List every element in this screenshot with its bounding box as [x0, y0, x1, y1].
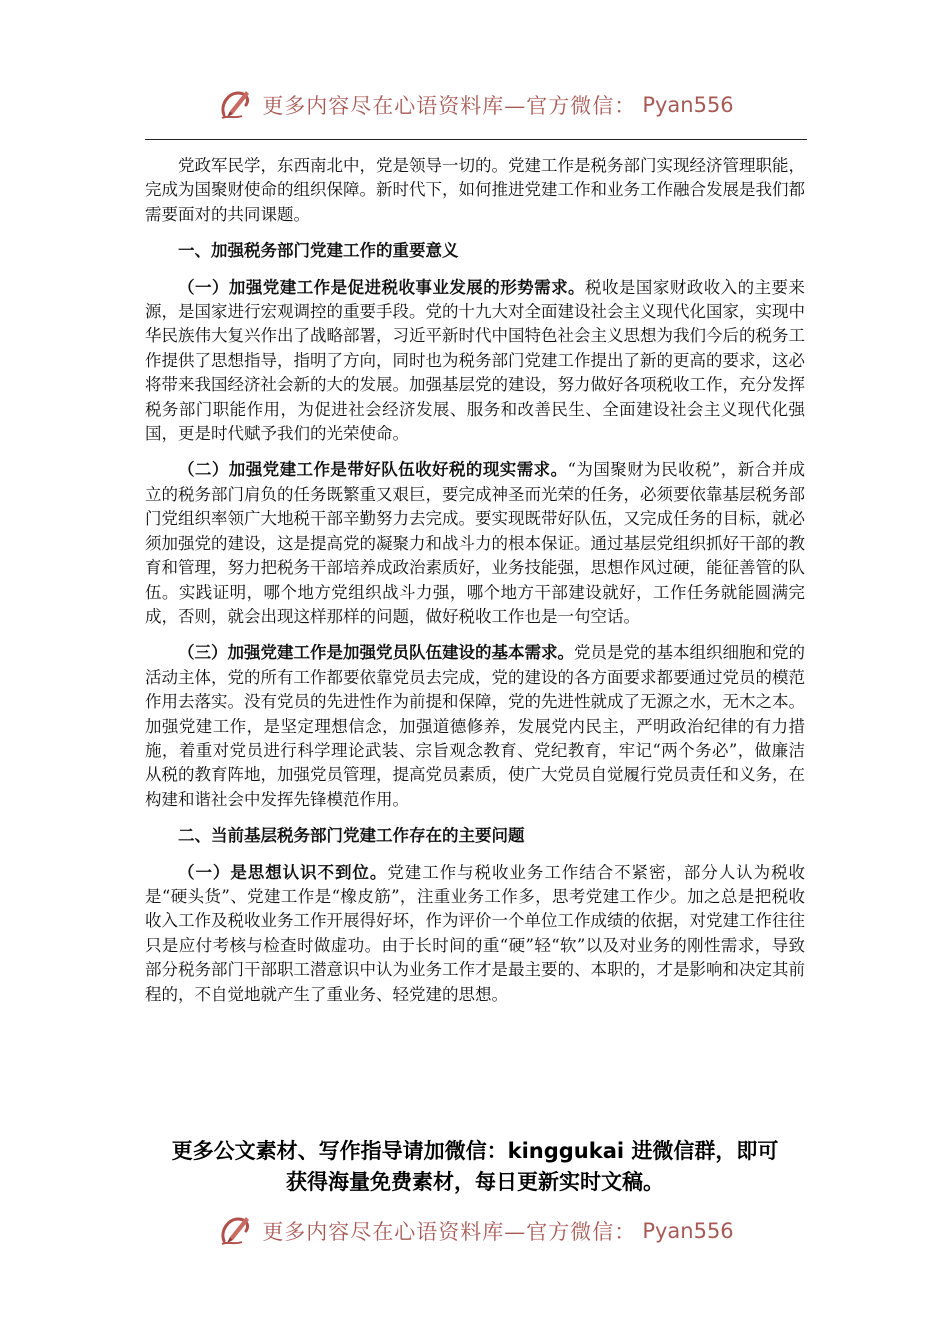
section1-p1-lead: （一）加强党建工作是促进税收事业发展的形势需求。 — [178, 277, 585, 297]
watermark-text: 更多内容尽在心语资料库—官方微信： — [262, 1220, 637, 1244]
watermark-text: 更多内容尽在心语资料库—官方微信： — [262, 94, 637, 118]
section1-p3-lead: （三）加强党建工作是加强党员队伍建设的基本需求。 — [178, 643, 574, 663]
section1-p3-text: 党员是党的基本组织细胞和党的活动主体，党的所有工作都要依靠党员去完成，党的建设的各方面要求都要通过党员的模范作用去落实。没有党员的先进性作为前提和保障，党的先进性就成了无源之水，无木之本。加强党建工作，是坚定理想信念，加强道德修养，发展党内民主，严明政治纪律的有力措施，着重对党员进行科学理论武装、宗旨观念教育、党纪教育，牢记“两个务必”，做廉洁从税的教育阵地，加强党员管理，提高党员素质，使广大党员自觉履行党员责任和义务，在构建和谐社会中发挥先锋模范作用。 — [145, 643, 805, 809]
header-divider — [145, 139, 807, 140]
section1-paragraph-2 — [145, 458, 805, 629]
section1-p2-text: “为国聚财为民收税”，新合并成立的税务部门肩负的任务既繁重又艰巨，要完成神圣而光荣的任务，必须要依靠基层税务部门党组织率领广大地税干部辛勤努力去完成。要实现既带好队伍，又完成任务的目标，就必须加强党的建设，这是提高党的凝聚力和战斗力的根本保证。通过基层党组织抓好干部的教育和管理，努力把税务干部培养成政治素质好，业务技能强，思想作风过硬，能征善管的队伍。实践证明，哪个地方党组织战斗力强，哪个地方干部建设就好，工作任务就能圆满完成，否则，就会出现这样那样的问题，做好税收工作也是一句空话。 — [145, 460, 806, 626]
section1-heading: 一、加强税务部门党建工作的重要意义 — [178, 241, 459, 261]
section1-paragraph-1 — [145, 276, 805, 447]
header-watermark — [0, 82, 950, 128]
section2-p1-lead: （一）是思想认识不到位。 — [178, 862, 388, 882]
section2-heading: 二、当前基层税务部门党建工作存在的主要问题 — [178, 826, 525, 846]
watermark-wechat-id: Pyan556 — [642, 1219, 734, 1243]
section1-paragraph-3 — [145, 641, 805, 812]
footer-watermark — [0, 1208, 950, 1254]
intro-paragraph: 党政军民学，东西南北中，党是领导一切的。党建工作是税务部门实现经济管理职能，完成为国聚财使命的组织保障。新时代下，如何推进党建工作和业务工作融合发展是我们都需要面对的共同课题。 — [145, 156, 805, 224]
section2-p1-text: 党建工作与税收业务工作结合不紧密，部分人认为税收是“硬头货”、党建工作是“橡皮筋”，注重业务工作多，思考党建工作少。加之总是把税收收入工作及税收业务工作开展得好坏，作为评价一个单位工作成绩的依据，对党建工作往往只是应付考核与检查时做虚功。由于长时间的重“硬”轻“软”以及对业务的刚性需求，导致部分税务部门干部职工潜意识中认为业务工作才是最主要的、本职的，才是影响和决定其前程的，不自觉地就产生了重业务、轻党建的思想。 — [145, 862, 806, 1004]
promo-line-1: 更多公文素材、写作指导请加微信：kinggukai 进微信群，即可 — [171, 1139, 779, 1163]
promo-banner — [140, 1136, 810, 1198]
pen-logo-icon — [216, 85, 256, 125]
promo-line-2: 获得海量免费素材，每日更新实时文稿。 — [286, 1170, 664, 1194]
watermark-wechat-id: Pyan556 — [642, 93, 734, 117]
pen-logo-icon — [216, 1211, 256, 1251]
section1-p1-text: 税收是国家财政收入的主要来源，是国家进行宏观调控的重要手段。党的十九大对全面建设社会主义现代化国家，实现中华民族伟大复兴作出了战略部署，习近平新时代中国特色社会主义思想为我们今后的税务工作提供了思想指导，指明了方向，同时也为税务部门党建工作提出了新的更高的要求，这必将带来我国经济社会新的大的发展。加强基层党的建设，努力做好各项税收工作，充分发挥税务部门职能作用，为促进社会经济发展、服务和改善民生、全面建设社会主义现代化强国，更是时代赋予我们的光荣使命。 — [145, 277, 806, 444]
section1-p2-lead: （二）加强党建工作是带好队伍收好税的现实需求。 — [178, 460, 568, 480]
document-body — [145, 154, 805, 1019]
section2-paragraph-1 — [145, 861, 805, 1007]
